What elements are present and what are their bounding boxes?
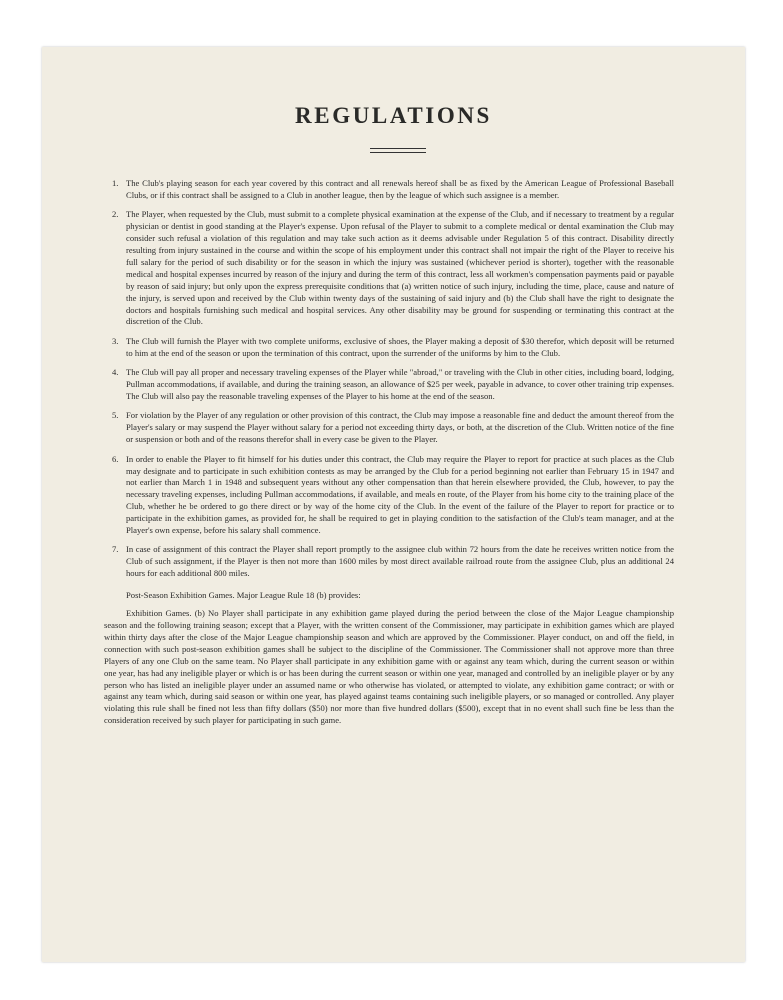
- regulation-item-1: [112, 178, 674, 202]
- regulation-number: 4.: [112, 367, 119, 378]
- regulation-item-4: [112, 367, 674, 403]
- regulation-number: 7.: [112, 544, 119, 555]
- regulation-number: 3.: [112, 335, 119, 346]
- regulation-number: 1.: [112, 178, 119, 188]
- regulation-number: 2.: [112, 209, 119, 220]
- regulation-item-3: [112, 335, 674, 360]
- document-page: [42, 47, 745, 962]
- regulation-text: In order to enable the Player to fit himself for his duties under this contract, the Club may require the Player to report for practice at such places as the Club may designate and to participate in such exhibition contests as may be arranged by the Club for a period beginning not earlier than February 15 in 1947 and not earlier than March 1 in 1948 and subsequent years without any other compensation than that herein elsewhere provided, the Club, however, to pay the necessary traveling expenses, including Pullman accommodations, if available, and meals en route, of the Player from his home city to the training place of the Club, whether he be ordered to go there direct or by way of the home city of the Club. In the event of the failure of the Player to report for practice or to participate in the exhibition games, as provided for, he shall be required to get in playing condition to the satisfaction of the Club's team manager, and at the Player's own expense, before his salary shall commence.: [126, 453, 674, 536]
- regulation-text: The Club's playing season for each year covered by this contract and all renewals hereof shall be as fixed by the American League of Professional Baseball Clubs, or if this contract shall be assigned to a Club in another league, then by the league of which such assignee is a member.: [126, 178, 674, 200]
- regulation-text: The Club will pay all proper and necessary traveling expenses of the Player while "abroad," or traveling with the Club in other cities, including board, lodging, Pullman accommodations, if available, and during the training season, an allowance of $25 per week, payable in advance, to cover other training trip expenses. The Club will also pay the reasonable traveling expenses of the Player to his home at the end of the season.: [126, 367, 674, 401]
- regulation-number: 6.: [112, 453, 119, 464]
- title-divider-bottom: [370, 152, 426, 153]
- regulation-text: For violation by the Player of any regulation or other provision of this contract, the Club may impose a reasonable fine and deduct the amount thereof from the Player's salary or may suspend the Player without salary for a period not exceeding thirty days, or both, at the discretion of the Club. Written notice of the fine or suspension or both and of the reasons therefor shall in every case be given to the Player.: [126, 410, 674, 445]
- regulation-text: In case of assignment of this contract the Player shall report promptly to the assignee club within 72 hours from the date he receives written notice from the Club of such assignment, if the Player is then not more than 1600 miles by most direct available railroad route from the assignee Club, plus an additional 24 hours for each additional 800 miles.: [126, 544, 674, 579]
- regulation-text: The Player, when requested by the Club, must submit to a complete physical examination at the expense of the Club, and if necessary to treatment by a regular physician or dentist in good standing at the Player's expense. Upon refusal of the Player to submit to a complete medical or dental examination the Club may consider such refusal a violation of this regulation and may take such action as it deems advisable under Regulation 5 of this contract. Disability directly resulting from injury sustained in the course and within the scope of his employment under this contract shall not impair the right of the Player to receive his full salary for the period of such disability or for the season in which the injury was sustained (whichever period is shorter), together with the reasonable medical and hospital expenses incurred by reason of the injury and during the term of this contract, less all workmen's compensation payments paid or payable by reason of said injury; but only upon the express prerequisite conditions that (a) written notice of such injury, including the time, place, cause and nature of the injury, is served upon and received by the Club within twenty days of the sustaining of said injury and (b) the Club shall have the right to designate the doctors and hospitals furnishing such medical and hospital services. Any other disability may be ground for suspending or terminating this contract at the discretion of the Club.: [126, 209, 674, 327]
- post-season-heading: Post-Season Exhibition Games. Major League Rule 18 (b) provides:: [126, 590, 361, 601]
- exhibition-games-rule: Exhibition Games. (b) No Player shall participate in any exhibition game played during the period between the close of the Major League championship season and the following training season; except that a Player, with the written consent of the Commissioner, may participate in exhibition games which are played within thirty days after the close of the Major League championship season and which are approved by the Commissioner. Player conduct, on and off the field, in connection with such post-season exhibition games shall be subject to the discipline of the Commissioner. The Commissioner shall not approve more than three Players of any one Club on the same team. No Player shall participate in any exhibition game with or against any team which, during the current season or within one year, has had any ineligible player or which is or has been during the current season or within one year, managed and controlled by an ineligible player or by any person who has listed an ineligible player under an assumed name or who otherwise has violated, or attempted to violate, any exhibition game contract; or with or against any team which, during said season or within one year, has played against teams containing such ineligible players, or so managed or controlled. Any player violating this rule shall be fined not less than fifty dollars ($50) nor more than five hundred dollars ($500), except that in no event shall such fine be less than the consideration received by such player for participating in such game.: [104, 608, 674, 726]
- regulation-item-7: [112, 544, 674, 580]
- title-divider-top: [370, 148, 426, 149]
- regulations-body: [104, 178, 674, 727]
- regulation-number: 5.: [112, 410, 119, 421]
- regulation-item-5: [112, 410, 674, 446]
- regulation-text: The Club will furnish the Player with two complete uniforms, exclusive of shoes, the Player making a deposit of $30 therefor, which deposit will be returned to him at the end of the season or upon the termination of this contract, upon the surrender of the uniforms by him to the Club.: [126, 335, 674, 358]
- page-title: REGULATIONS: [295, 103, 492, 128]
- regulation-item-6: [112, 453, 674, 537]
- regulation-item-2: [112, 209, 674, 328]
